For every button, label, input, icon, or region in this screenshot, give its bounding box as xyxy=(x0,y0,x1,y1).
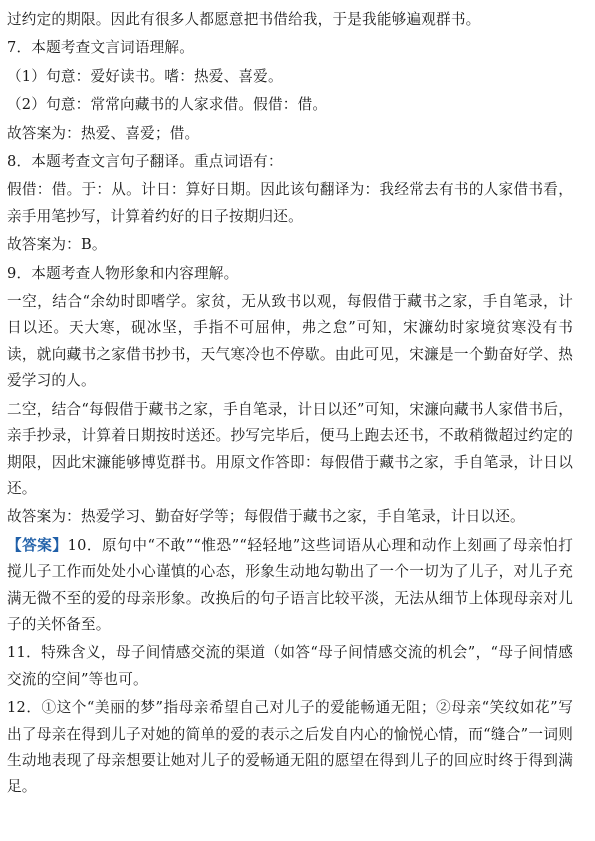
q10-answer-block xyxy=(7,533,573,639)
q9-blank-1: 一空，结合“余幼时即嗜学。家贫，无从致书以观，每假借于藏书之家，手自笔录，计日以还。天大寒，砚冰坚，手指不可屈伸，弗之怠”可知，宋濂幼时家境贫寒没有书读，就向藏书之家借书抄书，天气寒冷也不停歇。由此可见，宋濂是一个勤奋好学、热爱学习的人。 xyxy=(7,293,573,390)
q9-heading: 9．本题考查人物形象和内容理解。 xyxy=(7,264,239,282)
answer-tag: 【答案】 xyxy=(7,536,68,554)
q11-text: 11．特殊含义，母子间情感交流的渠道（如答“母子间情感交流的机会”，“母子间情感交流的空间”等也可。 xyxy=(7,644,573,688)
q8-heading: 8．本题考查文言句子翻译。重点词语有： xyxy=(7,153,283,171)
q7-heading: 7．本题考查文言词语理解。 xyxy=(7,39,195,57)
q8-explanation: 假借：借。于：从。计日：算好日期。因此该句翻译为：我经常去有书的人家借书看，亲手用笔抄写，计算着约好的日子按期归还。 xyxy=(7,181,573,225)
paragraph-continuation: 过约定的期限。因此有很多人都愿意把书借给我，于是我能够遍观群书。 xyxy=(7,11,481,28)
q10-text: 10．原句中“不敢”“惟恐”“轻轻地”这些词语从心理和动作上刻画了母亲怕打搅儿子工作而处处小心谨慎的心态，形象生动地勾勒出了一个一切为了儿子，对儿子充满无微不至的爱的母亲形象。改换后的句子语言比较平淡，无法从细节上体现母亲对儿子的关怀备至。 xyxy=(7,536,573,633)
q8-answer: 故答案为：B。 xyxy=(7,236,107,254)
q7-answer: 故答案为：热爱、喜爱；借。 xyxy=(7,124,200,142)
q12-text: 12．①这个“美丽的梦”指母亲希望自己对儿子的爱能畅通无阻；②母亲“笑纹如花”写出了母亲在得到儿子对她的简单的爱的表示之后发自内心的愉悦心情，而“缝合”一词则生动地表现了母亲想要让她对儿子的爱畅通无阻的愿望在得到儿子的回应时终于得到满足。 xyxy=(7,699,573,796)
q9-answer: 故答案为：热爱学习、勤奋好学等；每假借于藏书之家，手自笔录，计日以还。 xyxy=(7,508,525,526)
q7-item-2: （2）句意：常常向藏书的人家求借。假借：借。 xyxy=(7,96,328,114)
q7-item-1: （1）句意：爱好读书。嗜：热爱、喜爱。 xyxy=(7,67,283,85)
q9-blank-2: 二空，结合“每假借于藏书之家，手自笔录，计日以还”可知，宋濂向藏书人家借书后，亲手抄录，计算着日期按时送还。抄写完毕后，便马上跑去还书，不敢稍微超过约定的期限，因此宋濂能够博览群书。用原文作答即：每假借于藏书之家，手自笔录，计日以还。 xyxy=(7,400,573,497)
